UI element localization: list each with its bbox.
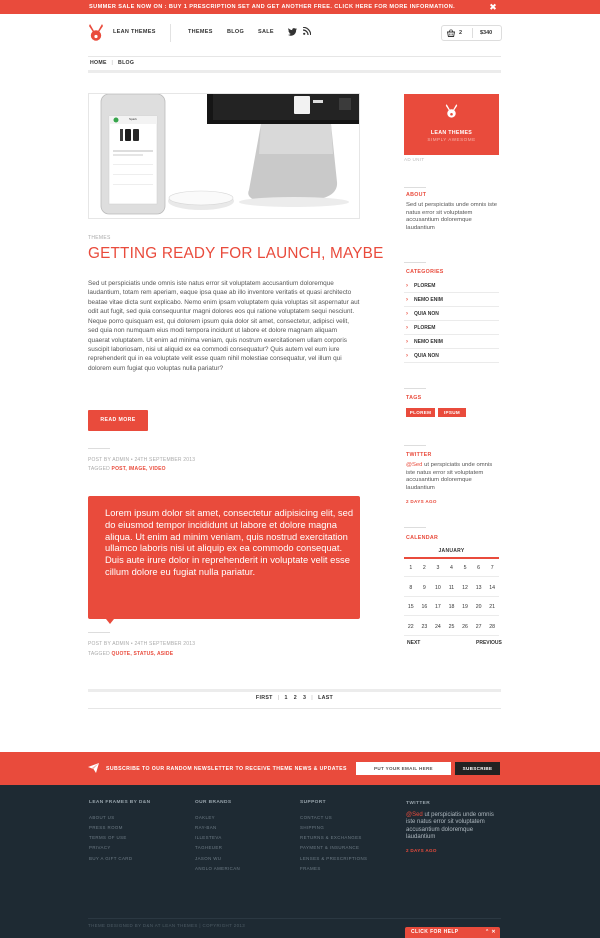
bunny-logo-icon bbox=[445, 104, 458, 118]
footer-twitter-title: TWITTER bbox=[406, 801, 431, 806]
calendar-rule bbox=[404, 557, 499, 559]
category-label: PLOREM bbox=[414, 325, 436, 331]
calendar-day[interactable]: 25 bbox=[448, 624, 455, 630]
footer-column-title: OUR BRANDS bbox=[195, 800, 232, 805]
category-label: PLOREM bbox=[414, 283, 436, 289]
calendar-day[interactable]: 15 bbox=[407, 604, 414, 610]
calendar-day[interactable]: 1 bbox=[409, 565, 413, 571]
bunny-logo-icon[interactable] bbox=[88, 24, 104, 41]
tweet-handle[interactable]: @Sed bbox=[406, 812, 423, 818]
calendar-month: JANUARY bbox=[438, 548, 465, 554]
announcement-text[interactable]: SUMMER SALE NOW ON : BUY 1 PRESCRIPTION SET AND GET ANOTHER FREE. CLICK HERE FOR MORE INFORMATION. bbox=[89, 4, 456, 10]
about-title: ABOUT bbox=[406, 192, 427, 198]
devices-illustration bbox=[89, 94, 360, 219]
tags-title: TAGS bbox=[406, 395, 422, 401]
footer-link[interactable]: JASON WU bbox=[195, 856, 222, 861]
calendar-day[interactable]: 11 bbox=[448, 585, 455, 591]
page-3[interactable]: 3 bbox=[303, 695, 307, 701]
calendar-day[interactable]: 9 bbox=[422, 585, 426, 591]
basket-icon bbox=[447, 29, 455, 37]
cart-divider bbox=[472, 28, 473, 38]
footer-rule bbox=[88, 918, 501, 919]
pagination-rule bbox=[88, 708, 501, 709]
widget-rule bbox=[404, 187, 426, 188]
close-icon[interactable]: ✖ bbox=[489, 2, 497, 12]
help-button[interactable] bbox=[405, 927, 500, 938]
calendar-day[interactable]: 23 bbox=[421, 624, 428, 630]
calendar-day[interactable]: 17 bbox=[435, 604, 441, 610]
calendar-day[interactable]: 8 bbox=[409, 585, 413, 591]
nav-themes[interactable]: THEMES bbox=[188, 29, 213, 35]
page-1[interactable]: 1 bbox=[284, 695, 288, 701]
categories-title: CATEGORIES bbox=[406, 269, 444, 275]
calendar-day[interactable]: 24 bbox=[435, 624, 441, 630]
widget-rule bbox=[404, 262, 426, 263]
footer-link[interactable]: OAKLEY bbox=[195, 815, 215, 820]
nav-sale[interactable]: SALE bbox=[258, 29, 274, 35]
calendar-day[interactable]: 6 bbox=[477, 565, 481, 571]
post-excerpt: Sed ut perspiciatis unde omnis iste natus error sit voluptatem accusantium doloremque laudantium, totam rem aperiam, eaque ipsa quae ab illo inventore veritatis et quasi architecto beatae vitae dicta sunt explicabo. Nemo enim ipsam voluptatem quia voluptas sit aspernatur aut odit aut fugit, sed quia consequuntur magni dolores eos qui ratione voluptatem sequi nesciunt. Neque porro quisquam est, qui dolorem ipsum quia dolor sit amet, consectetur, adipisci velit, sed quia non numquam eius modi tempora incidunt ut labore et dolore magnam aliquam quaerat voluptatem. Ut enim ad minima veniam, quis nostrum exercitationem ullam corporis suscipit laboriosam, nisi ut aliquid ex ea commodi consequatur? Quis autem vel eum iure reprehenderit qui in ea voluptate velit esse quam nihil molestiae consequatur, vel illum qui dolorem eum fugiat quo voluptas nulla pariatur? bbox=[88, 280, 360, 372]
calendar-day[interactable]: 16 bbox=[421, 604, 428, 610]
read-more-button[interactable]: READ MORE bbox=[88, 410, 148, 431]
ad-unit-caption: AD UNIT bbox=[404, 157, 425, 162]
category-item[interactable] bbox=[404, 307, 499, 321]
category-label: NEMO ENIM bbox=[414, 339, 443, 345]
post-tags-line bbox=[88, 466, 166, 472]
calendar-day[interactable]: 20 bbox=[475, 604, 482, 610]
ad-tagline: SIMPLY AWESOME bbox=[427, 137, 476, 142]
footer-link[interactable]: PRESS ROOM bbox=[89, 825, 123, 830]
breadcrumb-separator: | bbox=[111, 60, 114, 66]
tweet-body: ut perspiciatis unde omnis iste natus error sit voluptatem accusantium doloremque laudantium bbox=[406, 462, 493, 491]
calendar-day[interactable]: 2 bbox=[422, 565, 426, 571]
tweet-body: ut perspiciatis unde omnis iste natus error sit voluptatem accusantium doloremque laudantium bbox=[406, 812, 494, 841]
footer-link[interactable]: PRIVACY bbox=[89, 845, 111, 850]
help-controls-icon[interactable]: ⌃ ✕ bbox=[485, 929, 496, 935]
pagination bbox=[88, 695, 501, 705]
calendar-row-rule bbox=[404, 615, 499, 616]
ad-title: LEAN THEMES bbox=[430, 130, 473, 136]
quote-pointer bbox=[106, 619, 114, 624]
tag-pill[interactable]: PLOREM bbox=[406, 408, 435, 417]
breadcrumb-blog[interactable]: BLOG bbox=[118, 60, 135, 66]
post-meta: POST BY ADMIN • 24TH SEPTEMBER 2013 bbox=[88, 641, 196, 647]
breadcrumb bbox=[88, 57, 501, 70]
post-featured-image[interactable] bbox=[88, 93, 360, 219]
post-meta: POST BY ADMIN • 24TH SEPTEMBER 2013 bbox=[88, 457, 196, 463]
pagination-separator: | bbox=[277, 695, 280, 701]
calendar-day[interactable]: 19 bbox=[462, 604, 468, 610]
tweet-date: 2 DAYS AGO bbox=[406, 499, 437, 504]
calendar-day[interactable]: 3 bbox=[436, 565, 440, 571]
footer-link[interactable]: BUY A GIFT CARD bbox=[89, 856, 133, 861]
brand-name[interactable]: LEAN THEMES bbox=[113, 29, 156, 35]
twitter-title: TWITTER bbox=[406, 452, 432, 458]
footer-link[interactable]: ANGLO AMERICAN bbox=[195, 866, 241, 871]
pagination-separator: | bbox=[311, 695, 314, 701]
about-text: Sed ut perspiciatis unde omnis iste natus error sit voluptatem accusantium doloremque laudantium bbox=[406, 202, 498, 231]
chevron-right-icon: › bbox=[406, 297, 408, 303]
widget-rule bbox=[404, 388, 426, 389]
chevron-right-icon: › bbox=[406, 353, 408, 359]
chevron-right-icon: › bbox=[406, 283, 408, 289]
twitter-icon[interactable] bbox=[288, 27, 297, 36]
page-last[interactable]: LAST bbox=[318, 695, 334, 701]
calendar-row-rule bbox=[404, 635, 499, 636]
tweet-handle[interactable]: @Sed bbox=[406, 462, 423, 468]
category-label: QUIA NON bbox=[414, 311, 439, 317]
category-item[interactable] bbox=[404, 335, 499, 349]
tweet-text bbox=[406, 462, 501, 492]
footer-link[interactable]: LENSES & PRESCRIPTIONS bbox=[300, 856, 368, 861]
page-2[interactable]: 2 bbox=[293, 695, 298, 701]
post-meta-rule bbox=[88, 632, 110, 633]
newsletter-email-input[interactable] bbox=[356, 762, 451, 775]
footer-tweet-date: 2 DAYS AGO bbox=[406, 848, 437, 853]
tag-pill[interactable]: IPSUM bbox=[438, 408, 466, 417]
footer-link[interactable]: CONTACT US bbox=[300, 815, 333, 820]
calendar-day[interactable]: 7 bbox=[490, 565, 494, 571]
app-label: Spark bbox=[129, 117, 137, 121]
subscribe-button[interactable]: SUBSCRIBE bbox=[455, 762, 500, 775]
calendar-day[interactable]: 14 bbox=[489, 585, 496, 591]
category-item[interactable] bbox=[404, 321, 499, 335]
footer-link[interactable]: SHIPPING bbox=[300, 825, 325, 830]
footer-link[interactable]: RAY-BAN bbox=[195, 825, 217, 830]
calendar-day[interactable]: 27 bbox=[475, 624, 482, 630]
newsletter-text: SUBSCRIBE TO OUR RANDOM NEWSLETTER TO RECEIVE THEME NEWS & UPDATES bbox=[106, 766, 347, 772]
widget-rule bbox=[404, 445, 426, 446]
cart-button[interactable] bbox=[441, 25, 502, 41]
copyright-text: THEME DESIGNED BY D&N AT LEAN THEMES | COPYRIGHT 2013 bbox=[88, 923, 246, 928]
post-meta-rule bbox=[88, 448, 110, 449]
calendar-day[interactable]: 22 bbox=[407, 624, 414, 630]
quote-text: Lorem ipsum dolor sit amet, consectetur adipisicing elit, sed do eiusmod tempor incididunt ut labore et dolore magna aliqua. Ut enim ad minim veniam, quis nostrud exercitation ullamco laboris nisi ut aliquip ex ea commodo consequat. Duis aute irure dolor in reprehenderit in voluptate velit esse cillum dolore eu fugiat nulla pariatur. bbox=[105, 507, 354, 577]
calendar-day[interactable]: 10 bbox=[435, 585, 441, 591]
post-tags-line bbox=[88, 651, 173, 657]
footer-link[interactable]: PAYMENT & INSURANCE bbox=[300, 845, 360, 850]
footer-column-title: LEAN FRAMES BY D&N bbox=[89, 800, 151, 805]
calendar-day[interactable]: 28 bbox=[489, 624, 496, 630]
footer-link[interactable]: FRAMES bbox=[300, 866, 321, 871]
calendar-day[interactable]: 13 bbox=[475, 585, 482, 591]
calendar-row-rule bbox=[404, 576, 499, 577]
footer-link[interactable]: TERMS OF USE bbox=[89, 835, 127, 840]
chevron-right-icon: › bbox=[406, 311, 408, 317]
nav-blog[interactable]: BLOG bbox=[227, 29, 245, 35]
footer-link[interactable]: ABOUT US bbox=[89, 815, 115, 820]
tagged-label: TAGGED bbox=[88, 651, 112, 657]
tagged-label: TAGGED bbox=[88, 466, 112, 472]
post-title[interactable]: GETTING READY FOR LAUNCH, MAYBE bbox=[88, 245, 384, 262]
calendar-row-rule bbox=[404, 596, 499, 597]
calendar-previous-link[interactable]: PREVIOUS bbox=[476, 640, 502, 646]
announcement-bar[interactable] bbox=[0, 0, 600, 14]
category-item[interactable] bbox=[404, 293, 499, 307]
category-item[interactable] bbox=[404, 349, 499, 363]
calendar-day[interactable]: 18 bbox=[448, 604, 455, 610]
chevron-right-icon: › bbox=[406, 339, 408, 345]
post-category[interactable]: THEMES bbox=[88, 235, 111, 241]
footer-link[interactable]: RETURNS & EXCHANGES bbox=[300, 835, 362, 840]
rss-icon[interactable] bbox=[303, 27, 311, 35]
footer-link[interactable]: ILLESTEVA bbox=[195, 835, 222, 840]
calendar-day[interactable]: 4 bbox=[450, 565, 453, 571]
cart-count: 2 bbox=[459, 30, 463, 36]
widget-rule bbox=[404, 527, 426, 528]
paper-plane-icon bbox=[88, 763, 99, 773]
calendar-day[interactable]: 12 bbox=[462, 585, 468, 591]
footer-link[interactable]: TAGHEUER bbox=[195, 845, 223, 850]
post-tags[interactable]: QUOTE, STATUS, ASIDE bbox=[111, 651, 174, 657]
category-label: QUIA NON bbox=[414, 353, 439, 359]
calendar-day[interactable]: 21 bbox=[489, 604, 496, 610]
cart-total: $340 bbox=[480, 30, 493, 36]
category-item[interactable] bbox=[404, 279, 499, 293]
category-label: NEMO ENIM bbox=[414, 297, 443, 303]
breadcrumb-home[interactable]: HOME bbox=[90, 60, 107, 66]
footer-tweet-text bbox=[406, 812, 502, 842]
footer bbox=[0, 785, 600, 938]
calendar-day[interactable]: 26 bbox=[462, 624, 468, 630]
breadcrumb-rule bbox=[88, 70, 501, 73]
chevron-right-icon: › bbox=[406, 325, 408, 331]
help-label: CLICK FOR HELP bbox=[411, 929, 459, 935]
footer-column-title: SUPPORT bbox=[300, 800, 326, 805]
post-tags[interactable]: POST, IMAGE, VIDEO bbox=[111, 466, 166, 472]
page-first[interactable]: FIRST bbox=[255, 695, 273, 701]
calendar-day[interactable]: 5 bbox=[463, 565, 467, 571]
calendar-title: CALENDAR bbox=[406, 535, 439, 541]
pagination-rule bbox=[88, 689, 501, 692]
calendar-next-link[interactable]: NEXT bbox=[407, 640, 421, 646]
header-divider bbox=[170, 24, 171, 42]
